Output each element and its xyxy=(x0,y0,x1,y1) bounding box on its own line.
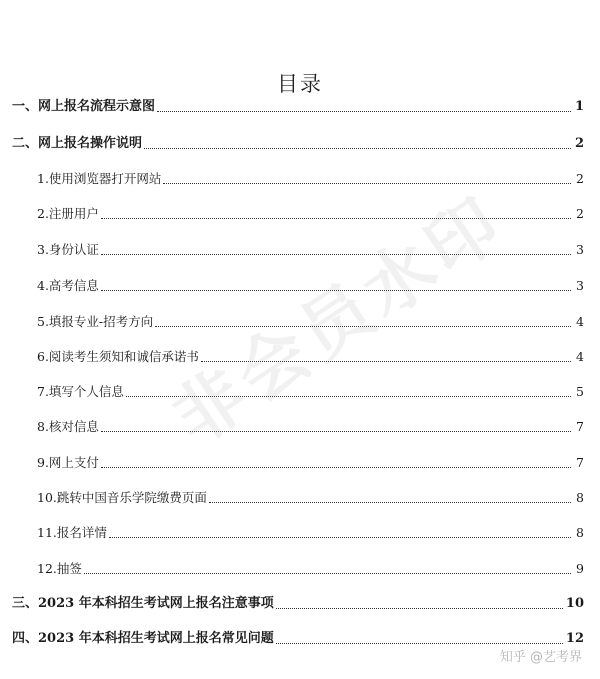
toc-page-number: 2 xyxy=(576,171,584,186)
toc-entry-2-4[interactable] xyxy=(37,275,584,295)
toc-page-number: 7 xyxy=(576,419,584,434)
toc-leader-dots xyxy=(101,290,571,291)
toc-entry-2-7[interactable] xyxy=(37,381,584,401)
toc-leader-dots xyxy=(144,148,571,149)
toc-entry-2-11[interactable] xyxy=(37,522,584,542)
toc-entry-label: 四、2023 年本科招生考试网上报名常见问题 xyxy=(12,631,274,646)
toc-entry-2[interactable] xyxy=(12,133,584,153)
toc-page-number: 2 xyxy=(574,136,584,151)
toc-entry-label: 10.跳转中国音乐学院缴费页面 xyxy=(37,490,207,505)
toc-page-number: 1 xyxy=(574,99,584,114)
toc-page-number: 10 xyxy=(565,596,584,611)
toc-entry-label: 1.使用浏览器打开网站 xyxy=(37,171,162,186)
toc-entry-2-2[interactable] xyxy=(37,203,584,223)
toc-page-number: 2 xyxy=(576,206,584,221)
toc-page-number: 7 xyxy=(576,455,584,470)
toc-leader-dots xyxy=(276,643,563,644)
toc-page-number: 12 xyxy=(565,631,584,646)
toc-leader-dots xyxy=(126,396,571,397)
toc-page-number: 3 xyxy=(576,242,584,257)
toc-leader-dots xyxy=(101,431,571,432)
toc-entry-label: 3.身份认证 xyxy=(37,242,99,257)
watermark-text: 非会员水印 xyxy=(158,179,520,461)
toc-leader-dots xyxy=(84,573,571,574)
toc-entry-label: 三、2023 年本科招生考试网上报名注意事项 xyxy=(12,596,274,611)
source-credit xyxy=(500,646,582,665)
toc-page-number: 5 xyxy=(576,384,584,399)
toc-entry-label: 8.核对信息 xyxy=(37,419,99,434)
page-title: 目录 xyxy=(277,72,323,96)
toc-page-number: 3 xyxy=(576,278,584,293)
toc-entry-label: 7.填写个人信息 xyxy=(37,384,124,399)
toc-entry-label: 二、网上报名操作说明 xyxy=(12,136,143,151)
toc-page-number: 8 xyxy=(576,490,584,505)
toc-leader-dots xyxy=(101,467,571,468)
toc-entry-label: 6.阅读考生须知和诚信承诺书 xyxy=(37,349,199,364)
toc-leader-dots xyxy=(157,111,571,112)
toc-entry-2-1[interactable] xyxy=(37,168,584,188)
credit-text: 知乎 @艺考界 xyxy=(499,650,582,665)
toc-leader-dots xyxy=(155,326,571,327)
toc-page-number: 4 xyxy=(576,349,584,364)
toc-entry-3[interactable] xyxy=(12,593,584,613)
toc-entry-label: 一、网上报名流程示意图 xyxy=(12,99,156,114)
toc-leader-dots xyxy=(101,254,571,255)
toc-leader-dots xyxy=(201,361,571,362)
toc-entry-2-12[interactable] xyxy=(37,558,584,578)
toc-page-number: 4 xyxy=(576,314,584,329)
toc-leader-dots xyxy=(101,218,571,219)
toc-leader-dots xyxy=(209,502,571,503)
toc-page-number: 9 xyxy=(576,561,584,576)
toc-page-number: 8 xyxy=(576,525,584,540)
toc-entry-label: 5.填报专业-招考方向 xyxy=(37,314,154,329)
toc-entry-label: 11.报名详情 xyxy=(37,525,107,540)
toc-entry-1[interactable] xyxy=(12,96,584,116)
toc-entry-2-8[interactable] xyxy=(37,416,584,436)
toc-entry-label: 9.网上支付 xyxy=(37,455,99,470)
toc-entry-label: 2.注册用户 xyxy=(37,206,99,221)
toc-entry-2-10[interactable] xyxy=(37,487,584,507)
toc-entry-label: 12.抽签 xyxy=(37,561,82,576)
toc-leader-dots xyxy=(163,183,571,184)
toc-entry-2-3[interactable] xyxy=(37,239,584,259)
toc-entry-label: 4.高考信息 xyxy=(37,278,99,293)
toc-entry-4[interactable] xyxy=(12,628,584,648)
toc-entry-2-6[interactable] xyxy=(37,346,584,366)
toc-entry-2-9[interactable] xyxy=(37,452,584,472)
toc-leader-dots xyxy=(109,537,571,538)
toc-entry-2-5[interactable] xyxy=(37,311,584,331)
toc-leader-dots xyxy=(276,608,563,609)
